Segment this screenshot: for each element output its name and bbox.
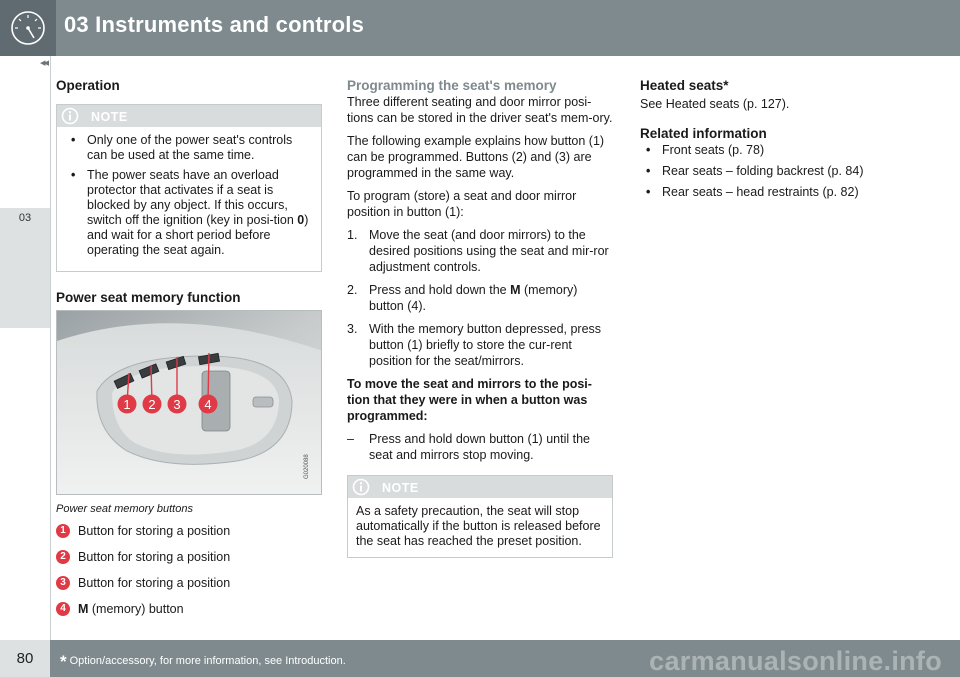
section-heading: Power seat memory function xyxy=(56,290,241,305)
note-box xyxy=(347,475,613,558)
legend-badge: 2 xyxy=(56,550,70,564)
related-list xyxy=(640,142,900,200)
dash-text: Press and hold down button (1) until the seat and mirrors stop moving. xyxy=(369,432,590,462)
heated-seats-heading: Heated seats* xyxy=(640,78,729,93)
column-2 xyxy=(347,78,613,566)
callout-3: 3 xyxy=(173,397,181,412)
operation-heading: Operation xyxy=(56,78,120,93)
dash-list xyxy=(347,431,613,463)
note-body: As a safety precaution, the seat will stop automatically if the button is released before the seat has reached the preset position. xyxy=(356,504,601,548)
move-seat-heading: To move the seat and mirrors to the posi-tion that they were in when a button was programmed: xyxy=(347,377,592,423)
example-paragraph: The following example explains how button (1) can be programmed. Buttons (2) and (3) are programmed in the same way. xyxy=(347,134,605,180)
legend-badge: 1 xyxy=(56,524,70,538)
figure-code: G020088 xyxy=(304,454,310,479)
callout-2: 2 xyxy=(148,397,156,412)
step-bold: M xyxy=(510,283,521,297)
column-3 xyxy=(640,78,900,205)
list-item xyxy=(347,227,613,275)
list-item xyxy=(347,321,613,369)
chapter-tab[interactable] xyxy=(0,208,50,328)
legend-bold: M xyxy=(78,602,89,616)
note-item-bold: 0 xyxy=(297,213,305,227)
footnote-star: * xyxy=(60,652,67,671)
page-title: 03 Instruments and controls xyxy=(64,12,365,37)
info-icon xyxy=(61,107,79,125)
page-header xyxy=(0,0,960,56)
legend-text: Button for storing a position xyxy=(78,524,231,538)
list-item[interactable]: • Front seats (p. 78) xyxy=(646,143,765,157)
note-body xyxy=(57,127,321,271)
note-header xyxy=(348,476,612,498)
step-text: Press and hold down the xyxy=(369,283,511,297)
page-footer xyxy=(0,640,960,677)
footer-note xyxy=(60,652,346,672)
list-item[interactable]: • Rear seats – head restraints (p. 82) xyxy=(646,185,859,199)
callout-4: 4 xyxy=(204,397,212,412)
rail-divider xyxy=(50,56,51,640)
gauge-icon xyxy=(0,0,56,56)
legend-text: (memory) button xyxy=(88,602,184,616)
step-text: (memory) button (4). xyxy=(369,283,578,313)
legend-text: Button for storing a position xyxy=(78,576,231,590)
legend-item xyxy=(56,575,322,591)
note-item-text: The power seats have an overload protector that activates if a seat is blocked by any object. If this occurs, switch off the ignition (key in posi-tion xyxy=(87,168,298,227)
note-item-text: ) and wait for a short period before operating the seat again. xyxy=(87,213,309,257)
program-paragraph: To program (store) a seat and door mirror position in button (1): xyxy=(347,189,577,219)
legend-item xyxy=(56,523,322,539)
chapter-tab-label: 03 xyxy=(18,212,32,224)
heated-seats-link[interactable]: See Heated seats (p. 127). xyxy=(640,97,790,111)
legend-item xyxy=(56,549,322,565)
legend-badge: 4 xyxy=(56,602,70,616)
list-item xyxy=(347,431,613,463)
intro-paragraph: Three different seating and door mirror posi-tions can be stored in the driver seat's mem-ory. xyxy=(347,95,613,125)
info-icon xyxy=(352,478,370,496)
list-item: • Only one of the power seat's controls can be used at the same time. xyxy=(71,133,293,162)
page-number: 80 xyxy=(16,650,34,667)
related-link[interactable]: Front seats (p. 78) xyxy=(662,143,765,157)
note-item-text: Only one of the power seat's controls can be used at the same time. xyxy=(87,133,293,162)
note-title: NOTE xyxy=(91,110,128,124)
related-info-heading: Related information xyxy=(640,126,767,141)
note-title: NOTE xyxy=(382,481,419,495)
related-link[interactable]: Rear seats – head restraints (p. 82) xyxy=(662,185,859,199)
step-number: 2. xyxy=(347,283,358,297)
programming-heading: Programming the seat's memory xyxy=(347,78,557,93)
legend-item xyxy=(56,601,322,617)
seat-panel-illustration xyxy=(57,311,322,495)
list-item[interactable]: • Rear seats – folding backrest (p. 84) xyxy=(646,164,864,178)
column-1 xyxy=(56,78,322,627)
list-item xyxy=(347,282,613,314)
related-link[interactable]: Rear seats – folding backrest (p. 84) xyxy=(662,164,864,178)
footnote-text: Option/accessory, for more information, see Introduction. xyxy=(69,655,346,667)
steps-list xyxy=(347,227,613,369)
list-item: • The power seats have an overload protector that activates if a seat is blocked by any object. If this occurs, switch off the ignition (key in posi-tion 0) and wait for a short period before operating the seat again. xyxy=(71,168,309,257)
step-number: 1. xyxy=(347,228,358,242)
back-arrows-icon[interactable]: ◂◂ xyxy=(40,57,48,69)
watermark: carmanualsonline.info xyxy=(649,646,942,676)
callout-1: 1 xyxy=(123,397,131,412)
legend-text: Button for storing a position xyxy=(78,550,231,564)
step-text: With the memory button depressed, press button (1) briefly to store the cur-rent position for the seat/mirrors. xyxy=(369,322,602,368)
seat-memory-figure xyxy=(56,310,322,495)
legend-badge: 3 xyxy=(56,576,70,590)
note-header xyxy=(57,105,321,127)
note-box xyxy=(56,104,322,272)
step-number: 3. xyxy=(347,322,358,336)
figure-caption: Power seat memory buttons xyxy=(56,503,193,515)
chapter-rail xyxy=(0,56,50,640)
step-text: Move the seat (and door mirrors) to the desired positions using the seat and mir-ror adjustment controls. xyxy=(369,228,609,274)
dash-marker: – xyxy=(347,432,354,446)
